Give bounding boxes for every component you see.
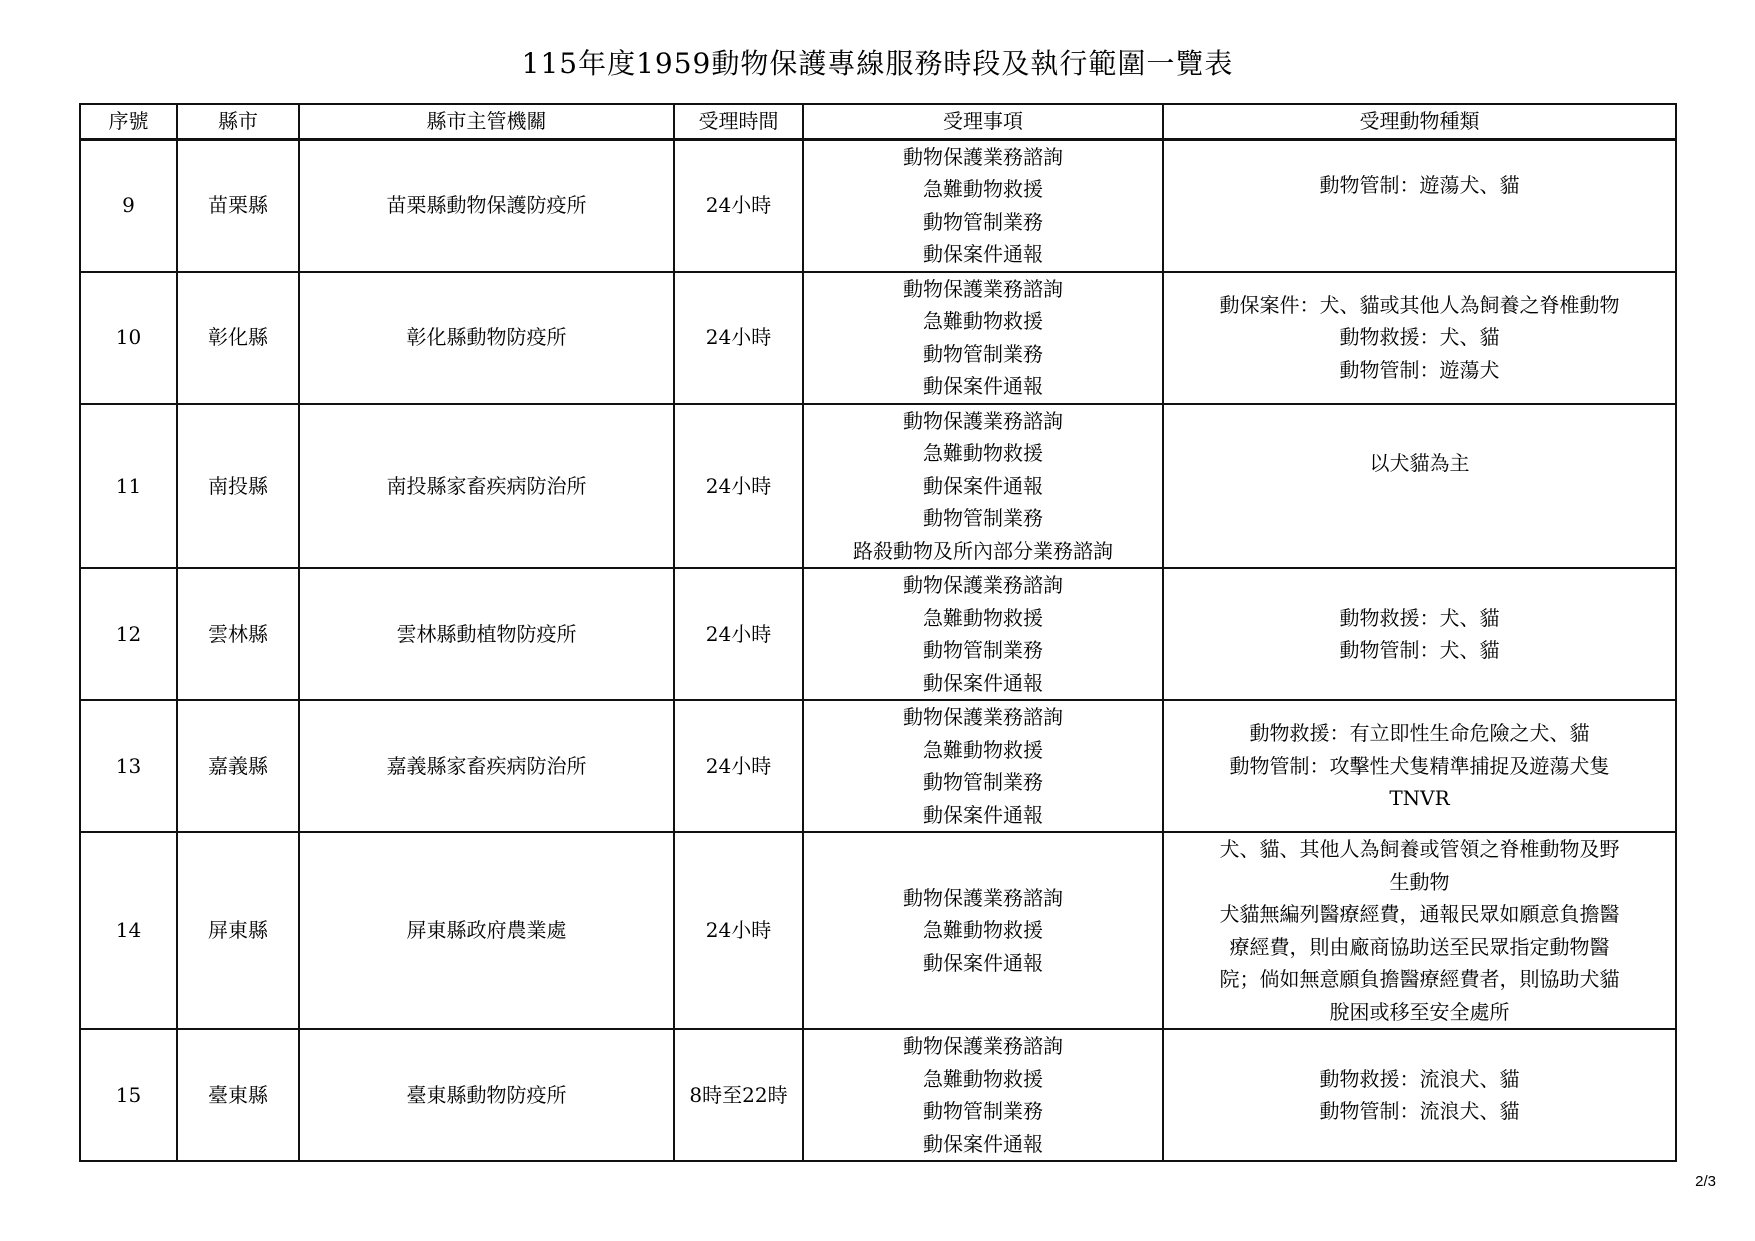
cell-agency: 嘉義縣家畜疾病防治所 (299, 700, 674, 832)
table-row (80, 1029, 1676, 1161)
cell-animals (1163, 568, 1676, 700)
item-line: 動保案件通報 (923, 242, 1043, 266)
item-line: 動物管制業務 (923, 341, 1043, 366)
animal-line: TNVR (1389, 786, 1450, 811)
cell-animals (1163, 1029, 1676, 1161)
item-line: 動保案件通報 (923, 473, 1043, 498)
cell-agency: 臺東縣動物防疫所 (299, 1029, 674, 1161)
cell-seq: 11 (80, 404, 177, 569)
service-table (79, 103, 1677, 1162)
animal-line: 動物救援：流浪犬、貓 (1319, 1066, 1520, 1091)
item-line: 急難動物救援 (923, 737, 1043, 762)
animal-line: 療經費，則由廠商協助送至民眾指定動物醫 (1229, 934, 1610, 959)
item-line: 動保案件通報 (923, 950, 1043, 975)
header-seq: 序號 (80, 104, 177, 139)
header-hours: 受理時間 (674, 104, 803, 139)
table-row (80, 700, 1676, 832)
cell-items (803, 568, 1163, 700)
cell-seq: 10 (80, 272, 177, 404)
cell-agency: 屏東縣政府農業處 (299, 832, 674, 1029)
table-header-row (80, 104, 1676, 139)
item-line: 急難動物救援 (923, 1066, 1043, 1091)
cell-hours: 24小時 (674, 272, 803, 404)
cell-hours: 24小時 (674, 700, 803, 832)
item-line: 動物保護業務諮詢 (903, 885, 1063, 910)
animal-line: 動物救援：有立即性生命危險之犬、貓 (1249, 721, 1590, 746)
item-line: 動保案件通報 (923, 1131, 1043, 1156)
cell-items (803, 139, 1163, 272)
header-county: 縣市 (177, 104, 299, 139)
cell-agency: 彰化縣動物防疫所 (299, 272, 674, 404)
cell-county: 彰化縣 (177, 272, 299, 404)
item-line: 急難動物救援 (923, 309, 1043, 333)
item-line: 動物管制業務 (923, 638, 1043, 662)
item-line: 動物管制業務 (923, 1099, 1043, 1123)
table-row (80, 272, 1676, 404)
animal-line: 動物管制：犬、貓 (1339, 638, 1500, 662)
cell-county: 嘉義縣 (177, 700, 299, 832)
animal-line: 以犬貓為主 (1369, 450, 1470, 475)
cell-seq: 9 (80, 139, 177, 272)
cell-hours: 24小時 (674, 832, 803, 1029)
cell-county: 臺東縣 (177, 1029, 299, 1161)
item-line: 急難動物救援 (923, 441, 1043, 465)
header-agency: 縣市主管機關 (299, 104, 674, 139)
table-row (80, 568, 1676, 700)
cell-hours: 24小時 (674, 568, 803, 700)
item-line: 路殺動物及所內部分業務諮詢 (853, 538, 1113, 563)
cell-hours: 24小時 (674, 404, 803, 569)
cell-agency: 雲林縣動植物防疫所 (299, 568, 674, 700)
item-line: 動物保護業務諮詢 (903, 573, 1063, 597)
table-row (80, 404, 1676, 569)
header-items: 受理事項 (803, 104, 1163, 139)
cell-items (803, 832, 1163, 1029)
document-title: 115年度1959動物保護專線服務時段及執行範圍一覽表 (521, 47, 1234, 80)
animal-line: 動物管制：遊蕩犬、貓 (1319, 172, 1520, 197)
cell-seq: 15 (80, 1029, 177, 1161)
item-line: 動物保護業務諮詢 (903, 276, 1063, 301)
animal-line: 動物管制：流浪犬、貓 (1319, 1099, 1520, 1123)
item-line: 動物保護業務諮詢 (903, 705, 1063, 729)
animal-line: 動物救援：犬、貓 (1339, 325, 1500, 350)
cell-hours: 8時至22時 (674, 1029, 803, 1161)
animal-line: 動物管制：遊蕩犬 (1339, 357, 1500, 382)
item-line: 動物管制業務 (923, 209, 1043, 234)
cell-items (803, 404, 1163, 569)
animal-line: 脫困或移至安全處所 (1329, 999, 1510, 1024)
item-line: 動物保護業務諮詢 (903, 144, 1063, 169)
animal-line: 犬、貓、其他人為飼養或管領之脊椎動物及野 (1219, 837, 1620, 861)
cell-county: 屏東縣 (177, 832, 299, 1029)
item-line: 動物管制業務 (923, 506, 1043, 530)
item-line: 動保案件通報 (923, 670, 1043, 695)
cell-animals (1163, 700, 1676, 832)
item-line: 急難動物救援 (923, 918, 1043, 943)
item-line: 動物保護業務諮詢 (903, 408, 1063, 433)
table-row (80, 139, 1676, 272)
cell-seq: 14 (80, 832, 177, 1029)
cell-agency: 南投縣家畜疾病防治所 (299, 404, 674, 569)
item-line: 動物管制業務 (923, 770, 1043, 794)
cell-seq: 13 (80, 700, 177, 832)
cell-items (803, 272, 1163, 404)
cell-county: 苗栗縣 (177, 139, 299, 272)
cell-items (803, 700, 1163, 832)
item-line: 急難動物救援 (923, 605, 1043, 630)
item-line: 動物保護業務諮詢 (903, 1034, 1063, 1058)
animal-line: 動物管制：攻擊性犬隻精準捕捉及遊蕩犬隻 (1229, 753, 1610, 778)
table-row (80, 832, 1676, 1029)
cell-animals (1163, 139, 1676, 272)
cell-items (803, 1029, 1163, 1161)
item-line: 動保案件通報 (923, 802, 1043, 827)
cell-hours: 24小時 (674, 139, 803, 272)
cell-seq: 12 (80, 568, 177, 700)
header-animals: 受理動物種類 (1163, 104, 1676, 139)
page-number: 2/3 (1695, 1173, 1716, 1190)
animal-line: 犬貓無編列醫療經費，通報民眾如願意負擔醫 (1219, 902, 1620, 926)
animal-line: 生動物 (1389, 869, 1450, 894)
item-line: 動保案件通報 (923, 374, 1043, 398)
cell-animals (1163, 404, 1676, 569)
animal-line: 動物救援：犬、貓 (1339, 605, 1500, 630)
cell-animals (1163, 832, 1676, 1029)
cell-animals (1163, 272, 1676, 404)
animal-line: 動保案件：犬、貓或其他人為飼養之脊椎動物 (1219, 292, 1620, 317)
cell-agency: 苗栗縣動物保護防疫所 (299, 139, 674, 272)
item-line: 急難動物救援 (923, 177, 1043, 201)
animal-line: 院；倘如無意願負擔醫療經費者，則協助犬貓 (1219, 967, 1620, 991)
cell-county: 雲林縣 (177, 568, 299, 700)
cell-county: 南投縣 (177, 404, 299, 569)
